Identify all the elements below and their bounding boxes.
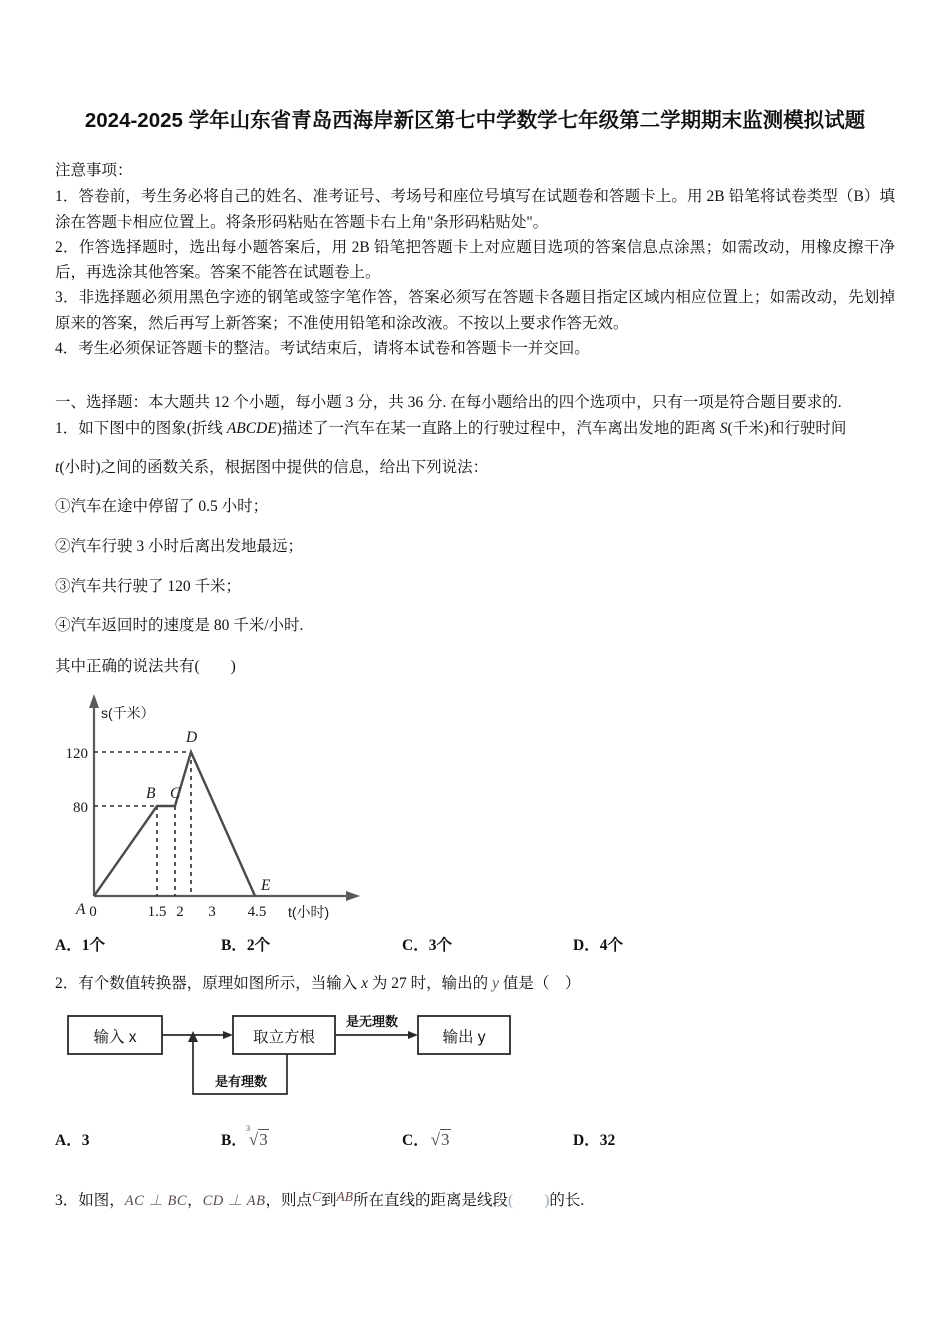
question-3-part1: 如图， [78,1192,125,1210]
question-3-part4: 所在直线的距离是线段 [353,1192,509,1210]
question-1-statement-2: ②汽车行驶 3 小时后离出发地最远； [55,537,304,555]
question-1-polyline-label: ABCDE [226,419,277,437]
question-1-stem [55,416,895,441]
question-3-answer-blank[interactable]: ( ) [508,1192,550,1210]
flow-edge-label-irrational: 是无理数 [345,1014,399,1030]
question-1-option-a[interactable] [55,933,105,955]
flow-node-output-label: 输出 y [442,1029,486,1047]
point-label-C: C [170,785,181,803]
distance-time-chart [60,688,410,923]
y-axis-title: s(千米） [101,705,155,722]
question-2-option-a-label: A． [55,1132,82,1150]
figure-number-converter-flowchart [65,1012,535,1110]
question-3-expr-1: AC ⊥ BC [124,1193,188,1210]
flowchart-diagram [65,1012,535,1110]
question-2-options [55,1123,895,1154]
x-tick-0: 0 [89,904,97,921]
question-2-stem-part1: 有个数值转换器，原理如图所示，当输入 [78,975,362,993]
question-1-stem-part2: )描述了一汽车在某一直路上的行驶过程中，汽车离出发地的距离 [276,419,720,437]
question-1-closing: 其中正确的说法共有( ) [55,658,236,676]
question-3-part5: 的长. [549,1192,585,1210]
question-1-number: 1． [55,419,79,437]
question-1-option-d-label: D． [573,937,600,955]
notice-item-2: 2．作答选择题时，选出每小题答案后，用 2B 铅笔把答题卡上对应题目选项的答案信息点涂黑；如需改动，用橡皮擦干净后，再选涂其他答案。答案不能答在试题卷上。 [55,238,895,282]
x-tick-1-5: 1.5 [147,904,167,921]
question-2-stem-part3: 值是（ ） [498,975,581,993]
question-1-option-d-value: 4个 [599,937,623,955]
question-3-segment-ab: AB [336,1189,354,1205]
point-label-D: D [186,729,198,747]
question-1-stem-line2-rest: (小时)之间的函数关系，根据图中提供的信息，给出下列说法： [59,458,489,476]
flow-arrowhead-output [408,1031,418,1039]
radical-index-3: 3 [245,1123,251,1134]
question-2-option-a[interactable] [55,1128,89,1150]
question-2-symbol-x: x [361,975,369,993]
flow-edge-label-rational: 是有理数 [214,1074,268,1090]
cube-root-icon: 3 √3 [245,1123,268,1150]
question-1-symbol-s: S [719,419,728,437]
point-label-A: A [76,901,86,919]
flow-node-input-label: 输入 x [93,1029,137,1047]
question-2-option-a-value: 3 [81,1132,90,1150]
question-2-option-c[interactable] [402,1128,451,1150]
y-axis-arrow [89,694,99,708]
y-tick-120: 120 [65,746,88,763]
question-2-stem [55,971,895,996]
question-3-expr-2: CD ⊥ AB [202,1193,266,1210]
x-tick-4-5: 4.5 [247,904,267,921]
section-heading: 一、选择题：本大题共 12 个小题，每小题 3 分，共 36 分. 在每小题给出的四个选项中，只有一项是符合题目要求的. [55,394,842,412]
notice-item-3: 3．非选择题必须用黑色字迹的钢笔或签字笔作答，答案必须写在答题卡各题目指定区域内相应位置上；如需改动，先划掉原来的答案，然后再写上新答案；不准使用铅笔和涂改液。不按以上要求作答无效。 [55,289,895,332]
question-2-number: 2． [55,975,79,993]
notice-block [55,158,895,361]
y-tick-80: 80 [73,800,88,817]
question-2-option-b-value: 3 [259,1130,268,1150]
x-axis-arrow [346,891,360,901]
flow-arrowhead-feedback [188,1031,198,1042]
question-1-stem-part3: (千米)和行驶时间 [727,419,847,437]
question-1-option-d[interactable] [573,933,623,955]
question-1-option-c[interactable] [402,933,452,955]
question-3-number: 3． [55,1192,79,1210]
question-2-option-d-label: D． [573,1132,600,1150]
figure-distance-time-graph [60,688,410,923]
notice-heading: 注意事项： [55,162,133,180]
notice-item-4: 4．考生必须保证答题卡的整洁。考试结束后，请将本试卷和答题卡一并交回。 [55,339,590,357]
question-2-option-b-label: B． [221,1132,247,1150]
question-2-symbol-y: y [492,975,499,993]
question-2-option-c-value: 3 [441,1130,450,1150]
question-1-stem-part1: 如下图中的图象(折线 [78,419,227,437]
question-3-part3: 到 [321,1192,337,1210]
x-tick-3: 3 [208,904,216,921]
flow-node-process-label: 取立方根 [252,1029,316,1047]
question-1-statement-3: ③汽车共行驶了 120 千米； [55,577,242,595]
question-2-option-b[interactable] [221,1123,269,1150]
question-2-option-d-value: 32 [599,1132,616,1150]
question-3-part2: ，则点 [265,1192,312,1210]
question-1-symbol-t: t [55,458,60,476]
flow-arrowhead-process [223,1031,233,1039]
question-3-stem [55,1186,895,1214]
page-title: 2024-2025 学年山东省青岛西海岸新区第七中学数学七年级第二学期期末监测模拟试题 [84,109,866,132]
question-1-option-b-label: B． [221,937,247,955]
x-axis-title: t(小时) [288,904,330,921]
question-1-option-a-value: 1个 [81,937,105,955]
question-1-statement-1: ①汽车在途中停留了 0.5 小时； [55,498,269,516]
point-label-B: B [146,785,156,803]
square-root-icon: √3 [430,1130,450,1150]
question-1-option-a-label: A． [55,937,82,955]
question-3-point-c: C [311,1189,321,1205]
question-2-option-c-label: C． [402,1132,429,1150]
question-1-options [55,933,895,959]
question-1-option-b[interactable] [221,933,270,955]
question-1-option-b-value: 2个 [246,937,271,955]
question-1-option-c-value: 3个 [428,937,452,955]
point-label-E: E [261,877,271,895]
question-1-stem-line2 [55,455,895,480]
notice-item-1: 1．答卷前，考生务必将自己的姓名、准考证号、考场号和座位号填写在试题卷和答题卡上。用 2B 铅笔将试卷类型（B）填涂在答题卡相应位置上。将条形码粘贴在答题卡右上角"条形码粘贴处"。 [55,188,895,231]
question-2-option-d[interactable] [573,1128,615,1150]
question-1-option-c-label: C． [402,937,429,955]
question-2-stem-part2: 为 27 时，输出的 [368,975,493,993]
question-1-statement-4: ④汽车返回时的速度是 80 千米/小时. [55,617,304,635]
question-3-sep-1: ， [187,1192,203,1210]
x-tick-2: 2 [176,904,184,921]
